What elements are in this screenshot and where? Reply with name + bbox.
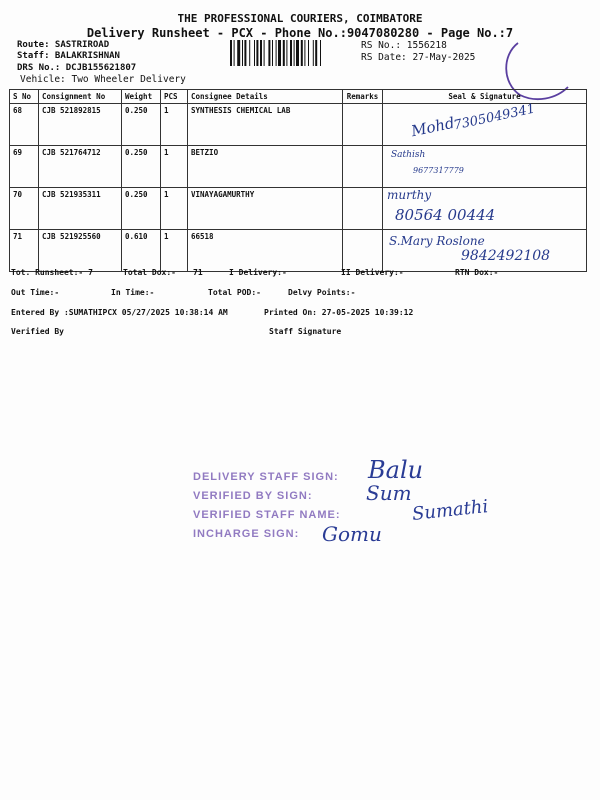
- cell-consignment: CJB 521935311: [39, 188, 122, 230]
- drs-number: DRS No.: DCJB155621807: [17, 63, 137, 73]
- rtn-dox: RTN Dox:-: [455, 268, 499, 277]
- table-row: [10, 188, 587, 230]
- cell-signature: [383, 101, 587, 146]
- runsheet-subtitle: Delivery Runsheet - PCX - Phone No.:9047080280 - Page No.:7: [86, 26, 514, 40]
- runsheet-table: [9, 89, 587, 272]
- vehicle: Vehicle: Two Wheeler Delivery: [20, 74, 186, 85]
- cell-pcs: 1: [161, 104, 188, 146]
- cell-weight: 0.250: [122, 188, 161, 230]
- cell-pcs: 1: [161, 146, 188, 188]
- total-dox-value: 71: [193, 268, 203, 277]
- rs-number: RS No.: 1556218: [361, 40, 447, 51]
- col-consignee: Consignee Details: [188, 90, 343, 104]
- entered-by: Entered By :SUMATHIPCX 05/27/2025 10:38:14 AM: [11, 308, 228, 317]
- rs-date: RS Date: 27-May-2025: [361, 52, 476, 63]
- cell-sno: 71: [10, 230, 39, 272]
- col-weight: Weight: [122, 90, 161, 104]
- company-title: THE PROFESSIONAL COURIERS, COIMBATORE: [177, 12, 423, 25]
- stamp-verified-staff: VERIFIED STAFF NAME:: [193, 509, 341, 521]
- barcode: [230, 40, 356, 66]
- verified-by: Verified By: [11, 327, 64, 336]
- cell-consignment: CJB 521764712: [39, 146, 122, 188]
- cell-remarks: [343, 146, 383, 188]
- cell-consignment: CJB 521892815: [39, 104, 122, 146]
- table-row: [10, 230, 587, 272]
- ii-delivery: II Delivery:-: [341, 268, 404, 277]
- cell-sno: 68: [10, 104, 39, 146]
- out-time: Out Time:-: [11, 288, 60, 297]
- cell-weight: 0.250: [122, 146, 161, 188]
- stamp-verified-by: VERIFIED BY SIGN:: [193, 490, 313, 502]
- stamp-incharge: INCHARGE SIGN:: [193, 528, 300, 540]
- signature-name: S.Mary Roslone: [389, 234, 485, 248]
- total-pod: Total POD:-: [208, 288, 261, 297]
- cell-remarks: [343, 104, 383, 146]
- total-dox-label: Total Dox:-: [123, 268, 176, 277]
- cell-consignee: SYNTHESIS CHEMICAL LAB: [188, 104, 343, 146]
- stamp-signature-4: Gomu: [322, 522, 382, 546]
- col-pcs: PCS: [161, 90, 188, 104]
- staff-signature: Staff Signature: [269, 327, 342, 336]
- staff: Staff: BALAKRISHNAN: [17, 51, 120, 61]
- cell-weight: 0.250: [122, 104, 161, 146]
- cell-sno: 69: [10, 146, 39, 188]
- cell-signature: [383, 188, 587, 230]
- cell-pcs: 1: [161, 230, 188, 272]
- table-row: [10, 146, 587, 188]
- col-consignment: Consignment No: [39, 90, 122, 104]
- cell-signature: [383, 146, 587, 188]
- cell-pcs: 1: [161, 188, 188, 230]
- signature-name: murthy: [387, 188, 432, 202]
- i-delivery: I Delivery:-: [229, 268, 287, 277]
- signature-name: Sathish: [391, 150, 426, 160]
- cell-signature: [383, 230, 587, 272]
- signature-phone: 7305049341: [452, 101, 537, 134]
- col-sno: S No: [10, 90, 39, 104]
- stamp-signature-1: Balu: [368, 456, 424, 484]
- cell-remarks: [343, 188, 383, 230]
- route: Route: SASTRIROAD: [17, 40, 110, 50]
- stamp-delivery-staff: DELIVERY STAFF SIGN:: [193, 471, 339, 483]
- col-remarks: Remarks: [343, 90, 383, 104]
- printed-on: Printed On: 27-05-2025 10:39:12: [264, 308, 414, 317]
- cell-consignee: VINAYAGAMURTHY: [188, 188, 343, 230]
- signature-phone: 9677317779: [413, 166, 464, 175]
- stamp-signature-2: Sum: [366, 481, 412, 505]
- cell-weight: 0.610: [122, 230, 161, 272]
- stamp-signature-3: Sumathi: [411, 496, 490, 525]
- cell-consignee: 66518: [188, 230, 343, 272]
- cell-remarks: [343, 230, 383, 272]
- signature-phone: 9842492108: [461, 248, 551, 264]
- signature-phone: 80564 00444: [395, 206, 496, 224]
- cell-consignment: CJB 521925560: [39, 230, 122, 272]
- table-header-row: [10, 90, 587, 104]
- tot-runsheet: Tot. Runsheet:- 7: [11, 268, 93, 277]
- col-signature: Seal & Signature: [383, 90, 587, 104]
- delvy-points: Delvy Points:-: [288, 288, 356, 297]
- in-time: In Time:-: [111, 288, 155, 297]
- signature-name: Mohd: [409, 113, 457, 141]
- table-row: [10, 104, 587, 146]
- cell-consignee: BETZIO: [188, 146, 343, 188]
- cell-sno: 70: [10, 188, 39, 230]
